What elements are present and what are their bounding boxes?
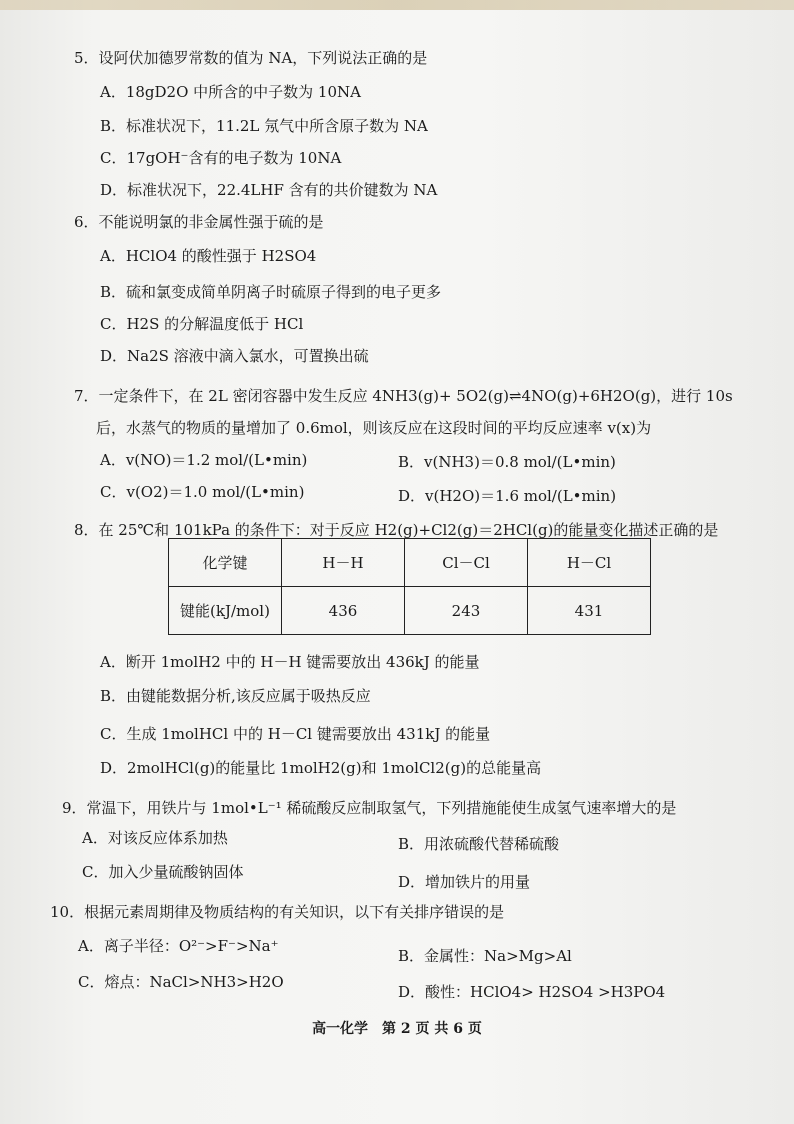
table-row	[169, 539, 651, 587]
table-row	[169, 587, 651, 635]
q9-option-b: B．用浓硫酸代替稀硫酸	[398, 835, 560, 853]
q6-option-a: A．HClO4 的酸性强于 H2SO4	[100, 247, 317, 265]
table-cell-hh: 436	[282, 587, 405, 635]
q10-option-d: D．酸性：HClO4> H2SO4 >H3PO4	[398, 983, 666, 1001]
q8-option-b: B．由键能数据分析,该反应属于吸热反应	[100, 687, 371, 705]
q8-option-a: A．断开 1molH2 中的 H－H 键需要放出 436kJ 的能量	[100, 653, 480, 671]
table-header-clcl: Cl－Cl	[405, 539, 528, 587]
q7-option-d: D．v(H2O)＝1.6 mol/(L•min)	[398, 487, 617, 505]
q9-stem: 9．常温下，用铁片与 1mol•L⁻¹ 稀硫酸反应制取氢气，下列措施能使生成氢气速率增大的是	[62, 799, 677, 817]
q5-option-b: B．标准状况下，11.2L 氖气中所含原子数为 NA	[100, 117, 428, 135]
q8-option-c: C．生成 1molHCl 中的 H－Cl 键需要放出 431kJ 的能量	[100, 725, 491, 743]
page-footer: 高一化学 第 2 页 共 6 页	[312, 1021, 482, 1037]
q7-option-b: B．v(NH3)＝0.8 mol/(L•min)	[398, 453, 616, 471]
q10-option-c: C．熔点：NaCl>NH3>H2O	[78, 973, 284, 991]
table-header-hh: H－H	[282, 539, 405, 587]
q10-option-b: B．金属性：Na>Mg>Al	[398, 947, 572, 965]
q5-option-d: D．标准状况下，22.4LHF 含有的共价键数为 NA	[100, 181, 438, 199]
q5-option-c: C．17gOH⁻含有的电子数为 10NA	[100, 149, 342, 167]
q10-stem: 10．根据元素周期律及物质结构的有关知识，以下有关排序错误的是	[50, 903, 505, 921]
q5-stem: 5．设阿伏加德罗常数的值为 NA，下列说法正确的是	[74, 49, 428, 67]
q9-option-c: C．加入少量硫酸钠固体	[82, 863, 244, 881]
table-header-hcl: H－Cl	[528, 539, 651, 587]
q6-option-c: C．H2S 的分解温度低于 HCl	[100, 315, 304, 333]
table-cell-clcl: 243	[405, 587, 528, 635]
table-cell-label: 键能(kJ/mol)	[169, 587, 282, 635]
q5-option-a: A．18gD2O 中所含的中子数为 10NA	[100, 83, 361, 101]
q6-option-d: D．Na2S 溶液中滴入氯水，可置换出硫	[100, 347, 369, 365]
q9-option-a: A．对该反应体系加热	[82, 829, 228, 847]
q7-option-a: A．v(NO)＝1.2 mol/(L•min)	[100, 451, 308, 469]
table-cell-hcl: 431	[528, 587, 651, 635]
q8-stem: 8．在 25℃和 101kPa 的条件下：对于反应 H2(g)+Cl2(g)＝2HCl(g)的能量变化描述正确的是	[74, 521, 719, 539]
bond-energy-table	[168, 538, 651, 635]
table-header-bond: 化学键	[169, 539, 282, 587]
q10-option-a: A．离子半径：O²⁻>F⁻>Na⁺	[78, 937, 279, 955]
q6-stem: 6．不能说明氯的非金属性强于硫的是	[74, 213, 324, 231]
scan-edge	[0, 0, 794, 10]
q7-option-c: C．v(O2)＝1.0 mol/(L•min)	[100, 483, 305, 501]
q9-option-d: D．增加铁片的用量	[398, 873, 531, 891]
q7-stem-line1: 7．一定条件下，在 2L 密闭容器中发生反应 4NH3(g)+ 5O2(g)⇌4NO(g)+6H2O(g)，进行 10s	[74, 387, 733, 405]
q7-stem-line2: 后，水蒸气的物质的量增加了 0.6mol，则该反应在这段时间的平均反应速率 v(x)为	[96, 419, 652, 437]
q6-option-b: B．硫和氯变成简单阴离子时硫原子得到的电子更多	[100, 283, 442, 301]
q8-option-d: D．2molHCl(g)的能量比 1molH2(g)和 1molCl2(g)的总能量高	[100, 759, 542, 777]
